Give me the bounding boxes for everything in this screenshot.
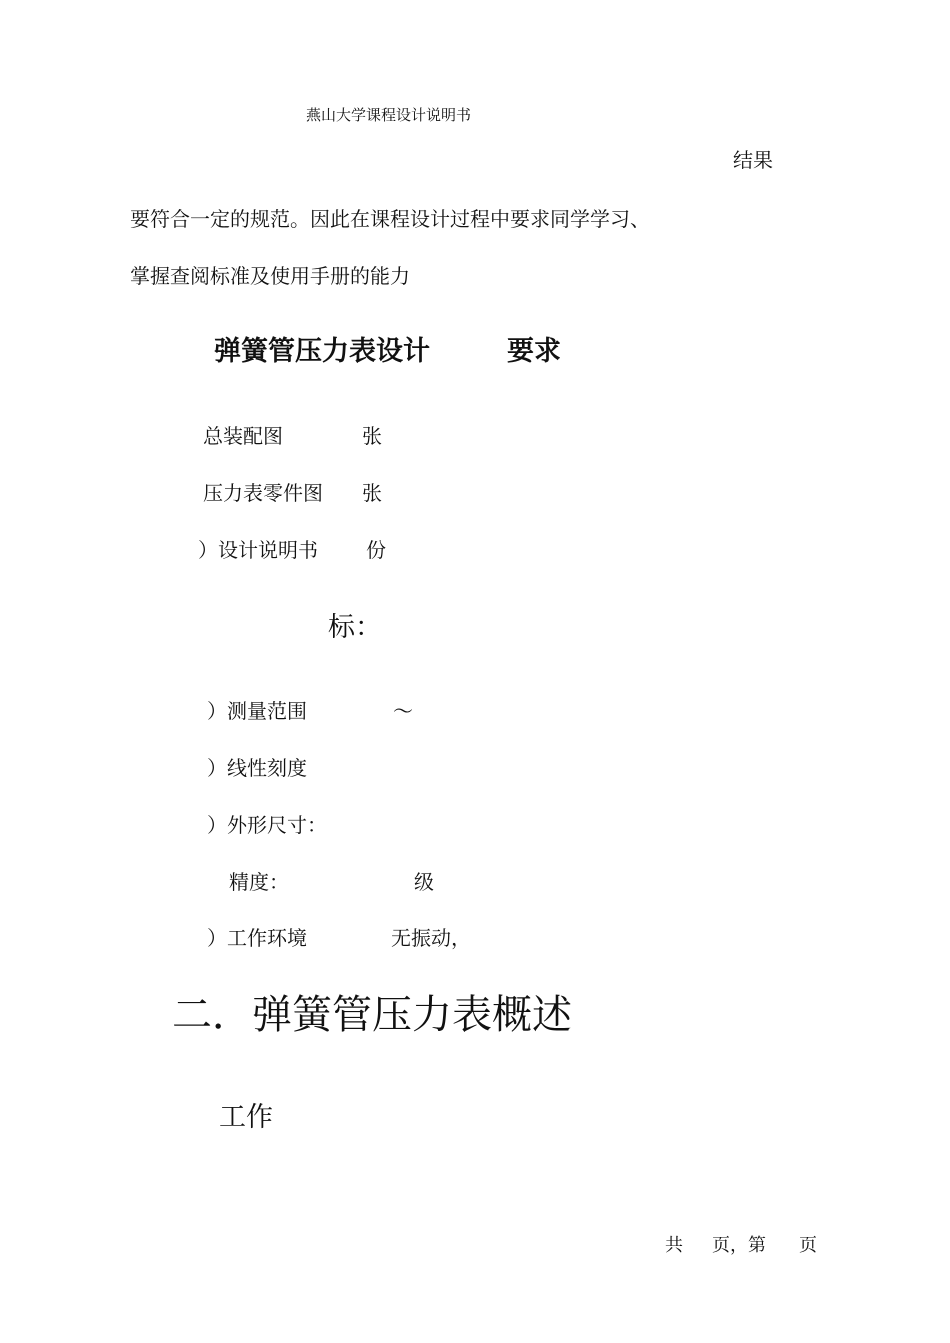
indicator-item-label: ）外形尺寸：	[207, 813, 327, 837]
section-subheading: 工作	[219, 1102, 273, 1133]
requirement-item-unit: 张	[362, 481, 382, 505]
paragraph-line-1: 要符合一定的规范。因此在课程设计过程中要求同学学习、	[130, 207, 650, 231]
design-heading: 弹簧管压力表设计	[214, 336, 430, 367]
footer-page-label: 页，第	[712, 1235, 766, 1256]
requirements-heading: 要求	[507, 336, 561, 367]
requirement-item-label: 总装配图	[203, 424, 283, 448]
indicator-item-value: 无振动，	[391, 926, 471, 950]
indicator-item-label: 精度：	[229, 870, 289, 894]
requirement-item-unit: 份	[366, 538, 386, 562]
requirement-item-label: ）设计说明书	[198, 538, 318, 562]
indicator-item-label: ）工作环境	[207, 926, 307, 950]
indicator-item-label: ）线性刻度	[207, 756, 307, 780]
indicator-item-value: ～	[393, 699, 413, 723]
indicators-heading: 标：	[328, 612, 382, 643]
footer-total-label: 共	[665, 1235, 683, 1256]
document-header: 燕山大学课程设计说明书	[306, 106, 472, 124]
requirement-item-unit: 张	[362, 424, 382, 448]
paragraph-line-2: 掌握查阅标准及使用手册的能力	[130, 264, 410, 288]
section-title: 二．弹簧管压力表概述	[172, 992, 572, 1038]
indicator-item-label: ）测量范围	[207, 699, 307, 723]
result-label: 结果	[733, 148, 773, 172]
footer-page-end-label: 页	[799, 1235, 817, 1256]
requirement-item-label: 压力表零件图	[203, 481, 323, 505]
indicator-item-value: 级	[414, 870, 434, 894]
